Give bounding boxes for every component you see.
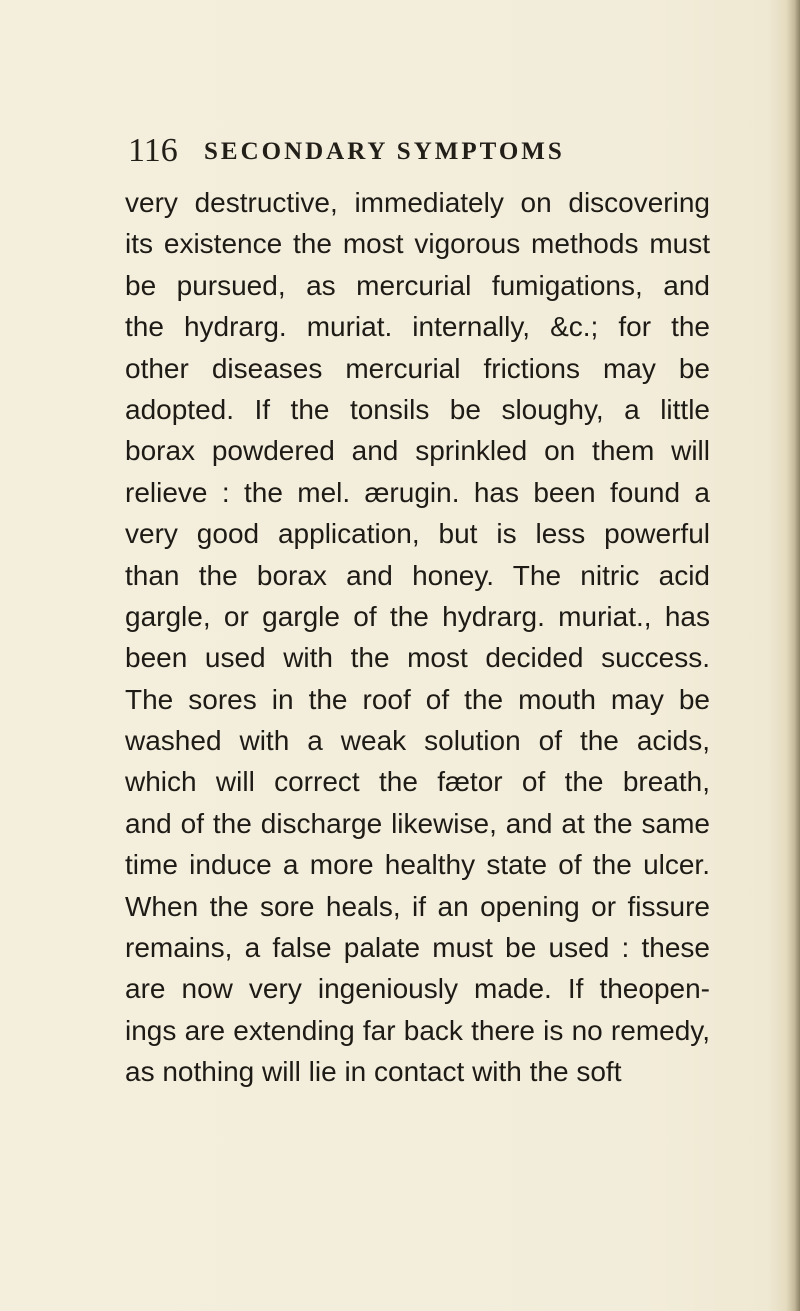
text-line: be pursued, as mercurial fumigations, and <box>125 269 710 301</box>
body-text <box>125 182 710 1093</box>
text-line: ings are extending far back there is no remedy, <box>125 1014 710 1046</box>
page-edge-shadow <box>786 0 800 1311</box>
text-line: remains, a false palate must be used : these <box>125 932 710 964</box>
text-line: its existence the most vigorous methods must <box>125 228 710 260</box>
text-line: been used with the most decided success. <box>125 642 710 674</box>
running-head <box>128 131 668 171</box>
text-line: washed with a weak solution of the acids, <box>125 725 710 757</box>
text-line: which will correct the fætor of the breath, <box>125 766 710 798</box>
text-line: are now very ingeniously made. If theopen- <box>125 973 710 1005</box>
text-line: the hydrarg. muriat. internally, &c.; for the <box>125 311 710 343</box>
running-title: SECONDARY SYMPTOMS <box>204 138 565 165</box>
text-line: When the sore heals, if an opening or fissure <box>125 890 710 922</box>
text-line: relieve : the mel. ærugin. has been found a <box>125 476 710 508</box>
text-line: than the borax and honey. The nitric acid <box>125 559 710 591</box>
page-number: 116 <box>128 132 178 169</box>
text-line: other diseases mercurial frictions may be <box>125 352 710 384</box>
text-line: and of the discharge likewise, and at the same <box>125 807 710 839</box>
text-line: borax powdered and sprinkled on them will <box>125 435 710 467</box>
text-line: very destructive, immediately on discovering <box>125 187 710 218</box>
text-line: as nothing will lie in contact with the soft <box>125 1056 622 1088</box>
text-line: adopted. If the tonsils be sloughy, a little <box>125 393 710 425</box>
text-line: gargle, or gargle of the hydrarg. muriat., has <box>125 600 710 632</box>
text-line: very good application, but is less powerful <box>125 518 710 550</box>
text-line: The sores in the roof of the mouth may be <box>125 683 710 715</box>
text-line: time induce a more healthy state of the ulcer. <box>125 849 710 881</box>
